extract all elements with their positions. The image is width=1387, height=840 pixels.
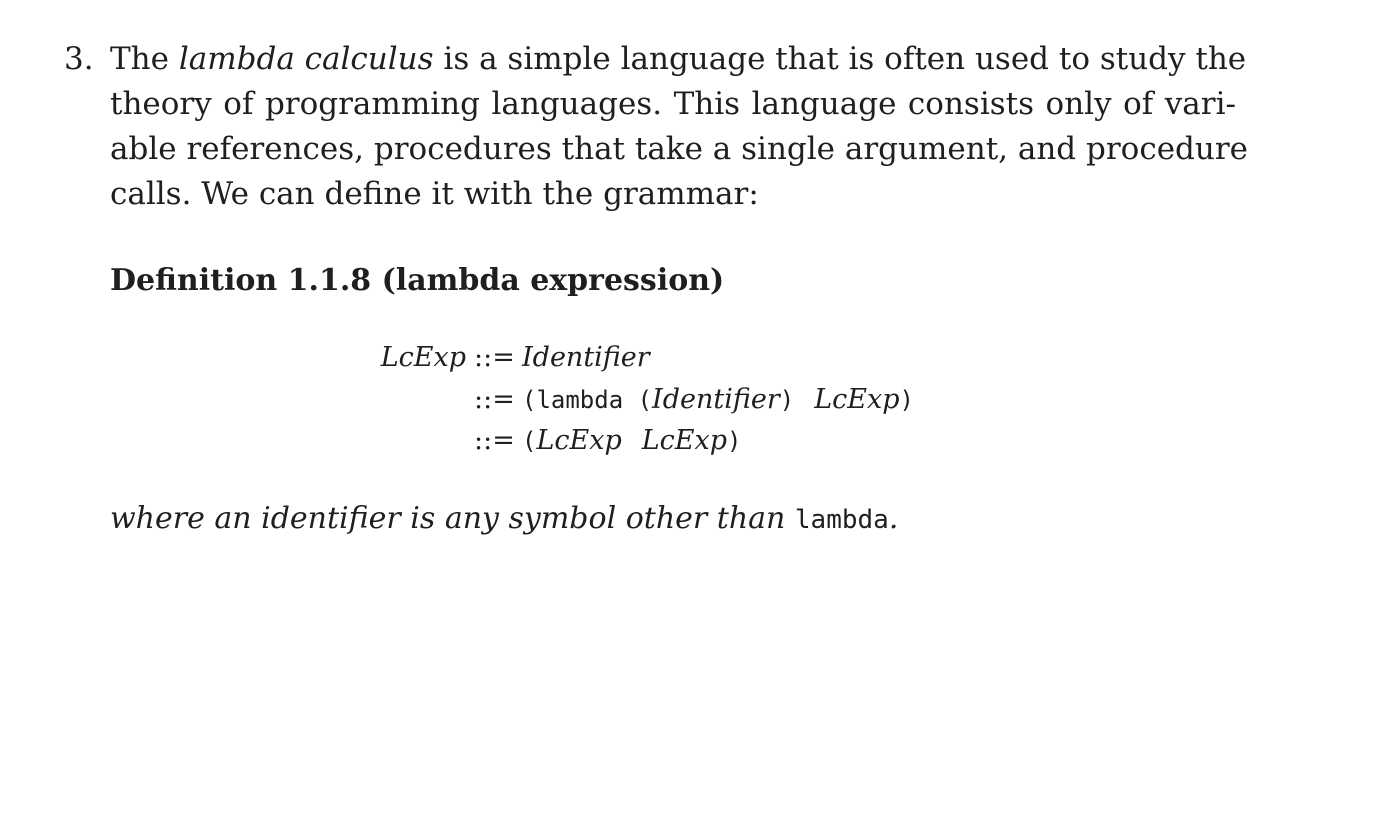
definition-note xyxy=(110,496,898,543)
terminal-close-paren: ) xyxy=(727,427,742,455)
keyword-lambda: lambda xyxy=(794,505,889,535)
grammar-operator: ::= xyxy=(474,342,515,373)
nonterminal-lcexp: LcExp xyxy=(641,425,728,456)
terminal-lambda-open: (lambda ( xyxy=(522,386,653,414)
grammar-lhs: LcExp xyxy=(380,342,466,373)
grammar-rhs-2 xyxy=(522,379,914,421)
line-1-prefix: The xyxy=(110,41,179,77)
paragraph-line-3: able references, procedures that take a single argument, and procedure xyxy=(110,131,1249,167)
note-end: . xyxy=(888,501,899,536)
terminal-open-paren: ( xyxy=(522,427,537,455)
line-1-suffix: is a simple language that is often used to study the xyxy=(433,41,1247,77)
nonterminal-lcexp: LcExp xyxy=(536,425,622,456)
definition-heading: Definition 1.1.8 (lambda expression) xyxy=(110,263,725,298)
grammar-operator: ::= xyxy=(474,425,515,456)
term-lambda-calculus: lambda calculus xyxy=(178,41,434,77)
paragraph-line-2: theory of programming languages. This language consists only of vari- xyxy=(110,86,1236,122)
nonterminal-identifier: Identifier xyxy=(652,384,780,415)
grammar-rhs-1 xyxy=(522,337,650,379)
grammar-rule-3 xyxy=(0,420,1387,462)
paragraph-line-1 xyxy=(110,37,1247,82)
paragraph-line-4: calls. We can define it with the grammar: xyxy=(110,176,759,212)
terminal-close-paren: ) xyxy=(899,386,914,414)
note-text: where an identifier is any symbol other than xyxy=(110,501,795,536)
terminal-close-paren: ) xyxy=(779,386,795,414)
grammar-rule-1 xyxy=(0,337,1387,379)
nonterminal-lcexp: LcExp xyxy=(814,384,900,415)
grammar-operator: ::= xyxy=(474,384,515,415)
grammar-rule-2 xyxy=(0,379,1387,421)
nonterminal-identifier: Identifier xyxy=(522,342,650,373)
grammar-rhs-3 xyxy=(522,420,741,462)
item-number: 3. xyxy=(64,41,94,77)
